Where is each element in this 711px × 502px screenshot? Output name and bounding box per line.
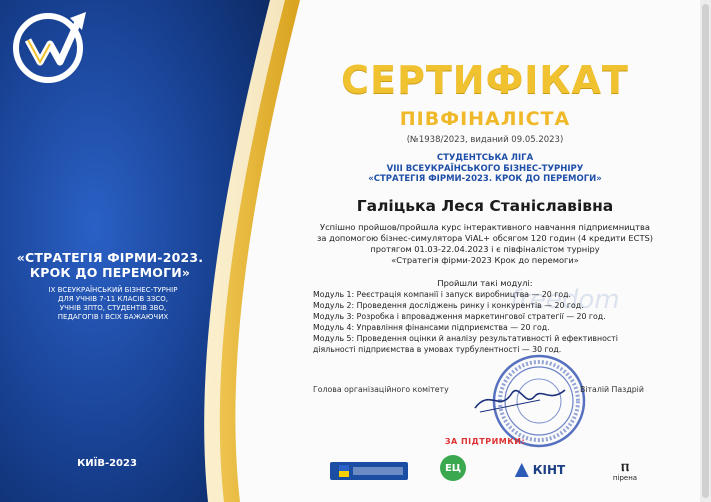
registration-number: (№1938/2023, виданий 09.05.2023) bbox=[406, 135, 564, 145]
signatory-title: Голова організаційного комітету bbox=[313, 385, 449, 394]
pirena-logo bbox=[600, 455, 650, 485]
certificate-subtitle: ПІВФІНАЛІСТА bbox=[399, 108, 571, 130]
module-item: Модуль 2: Проведення досліджень ринку і конкурентів — 20 год. bbox=[313, 301, 584, 310]
recipient-name: Галіцька Леся Станіславівна bbox=[356, 197, 614, 215]
module-item: Модуль 5: Проведення оцінки й аналізу результативності й ефективності bbox=[313, 334, 618, 343]
ministry-logo bbox=[330, 462, 408, 480]
module-item: Модуль 4: Управління фінансами підприємства — 20 год. bbox=[313, 323, 550, 332]
module-item: Модуль 1: Реєстрація компанії і запуск виробництва — 20 год. bbox=[313, 290, 571, 299]
vertical-scrollbar[interactable] bbox=[700, 0, 711, 502]
kint-logo bbox=[505, 455, 575, 485]
signatory-name: Віталій Паздрій bbox=[580, 385, 644, 394]
modules-list bbox=[313, 289, 658, 355]
pirena-label: пірена bbox=[612, 473, 638, 482]
support-heading: ЗА ПІДТРИМКИ: bbox=[444, 437, 526, 446]
ministry-logo-text-bar bbox=[353, 467, 403, 475]
kint-label: КІНТ bbox=[532, 463, 566, 477]
league-heading: СТУДЕНТСЬКА ЛІГА VIII ВСЕУКРАЇНСЬКОГО БІЗНЕС-ТУРНІРУ «СТРАТЕГІЯ ФІРМИ-2023. КРОК ДО ПЕРЕМОГИ» bbox=[368, 153, 602, 184]
pirena-mark-icon: ⲡ bbox=[621, 456, 629, 475]
tournament-description: IX ВСЕУКРАЇНСЬКИЙ БІЗНЕС-ТУРНІР ДЛЯ УЧНІВ 7-11 КЛАСІВ ЗЗСО, УЧНІВ ЗПТО, СТУДЕНТІВ ЗВО, ПЕДАГОГІВ І ВСІХ БАЖАЮЧИХ bbox=[48, 286, 178, 321]
scrollbar-thumb[interactable] bbox=[702, 4, 709, 498]
module-item: діяльності підприємства в умовах турбулентності — 30 год. bbox=[313, 345, 562, 354]
green-partner-logo: ЕЦ bbox=[440, 455, 466, 481]
modules-heading: Пройшли такі модулі: bbox=[437, 278, 533, 288]
freedom-watermark: freedom bbox=[510, 285, 620, 315]
module-item: Модуль 3: Розробка і впровадження маркетингової стратегії — 20 год. bbox=[313, 312, 606, 321]
signature-icon bbox=[470, 378, 570, 418]
kint-triangle-icon bbox=[515, 463, 529, 477]
tournament-title: «СТРАТЕГІЯ ФІРМИ-2023. КРОК ДО ПЕРЕМОГИ» bbox=[16, 250, 204, 280]
tournament-logo-icon bbox=[0, 0, 110, 90]
city-year: КИЇВ-2023 bbox=[77, 458, 137, 469]
ukraine-flag-icon bbox=[339, 465, 349, 477]
left-banner bbox=[0, 0, 300, 502]
course-description: Успішно пройшов/пройшла курс інтерактивного навчання підприємництва за допомогою бізнес-симулятора ViAL+ обсягом 120 годин (4 кредити ECTS) протягом 01.03-22.04.2023 і є півфіналістом турніру «Стратегія фірми-2023 Крок до перемоги» bbox=[316, 222, 654, 265]
certificate-title: СЕРТИФІКАТ bbox=[341, 58, 629, 102]
